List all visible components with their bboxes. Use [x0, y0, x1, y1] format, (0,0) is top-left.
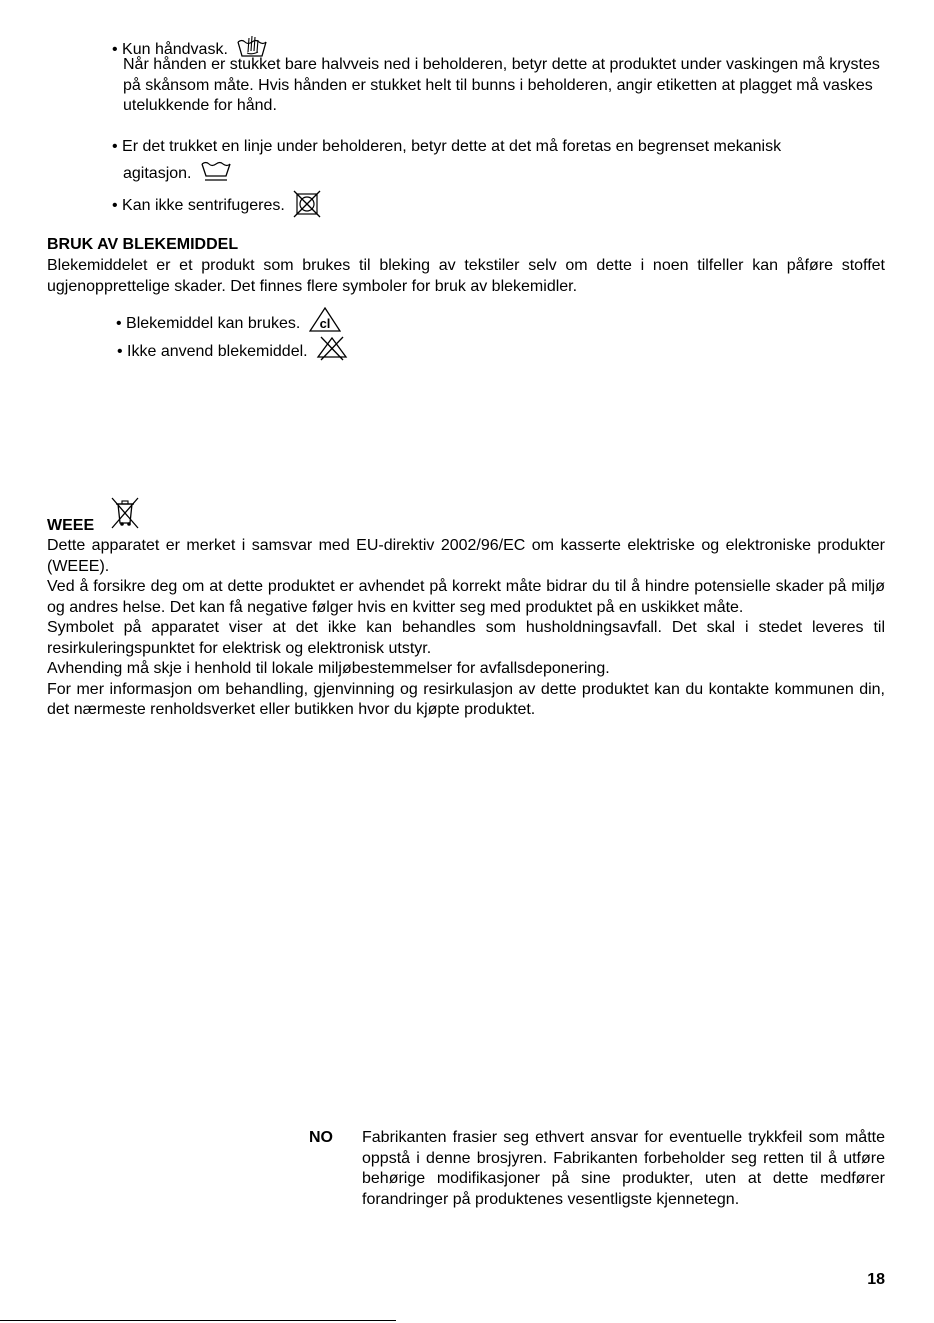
weee-paragraph: Ved å forsikre deg om at dette produktet er avhendet på korrekt måte bidrar du til å hindre potensielle skader på miljø og andres helse. Det kan få negative følger hvis en kvitter seg med produktet på en uskikket måte. — [47, 578, 885, 616]
weee-paragraph: Symbolet på apparatet viser at det ikke kan behandles som husholdningsavfall. Det skal i stedet leveres til resirkuleringspunktet for elektrisk og elektronisk utstyr. — [47, 619, 885, 657]
no-bleach-item — [117, 335, 348, 362]
bleach-description: Blekemiddelet er et produkt som brukes til bleking av tekstiler selv om dette i noen tilfeller kan påføre stoffet ugjenopprettelige skader. Det finnes flere symboler for bruk av blekemidler. — [47, 257, 885, 295]
line-under-cont-text: agitasjon. — [123, 165, 192, 182]
page-number: 18 — [867, 1271, 885, 1288]
bleach-allowed-label: • Blekemiddel kan brukes. — [116, 315, 301, 332]
line-under-text: • Er det trukket en linje under beholderen, betyr dette at det må foretas en begrenset mekanisk — [112, 138, 782, 155]
crossed-bin-icon — [108, 496, 142, 535]
disclaimer-lang: NO — [309, 1129, 333, 1146]
disclaimer-text: Fabrikanten frasier seg ethvert ansvar for eventuelle trykkfeil som måtte oppstå i denne brosjyren. Fabrikanten forbeholder seg retten til å utføre behørige modifikasjoner på sine produkter, uten at dette medfører forandringer på produktenes vesentligste kjennetegn. — [362, 1129, 885, 1208]
weee-heading: WEEE — [47, 517, 95, 534]
bleach-allowed-item — [116, 307, 341, 334]
no-spin-item — [112, 190, 321, 218]
wash-tub-line-icon — [200, 160, 232, 182]
bleach-allowed-icon-text: cl — [319, 316, 331, 331]
weee-paragraph: Dette apparatet er merket i samsvar med EU-direktiv 2002/96/EC om kasserte elektriske og elektroniske produkter (WEEE). — [47, 537, 885, 575]
bleach-heading: BRUK AV BLEKEMIDDEL — [47, 236, 239, 253]
bleach-allowed-icon — [309, 307, 341, 333]
weee-body — [47, 536, 885, 721]
no-bleach-icon — [316, 335, 348, 361]
line-under-cont — [123, 160, 232, 184]
hand-wash-description: Når hånden er stukket bare halvveis ned i beholderen, betyr dette at produktet under vaskingen må krystes på skånsom måte. Hvis hånden er stukket helt til bunns i beholderen, angir etiketten at plagget må vaskes utelukkende for hånd. — [123, 56, 880, 114]
weee-paragraph: Avhending må skje i henhold til lokale miljøbestemmelser for avfallsdeponering. — [47, 660, 610, 677]
weee-paragraph: For mer informasjon om behandling, gjenvinning og resirkulasjon av dette produktet kan du kontakte kommunen din, det nærmeste renholdsverket eller butikken hvor du kjøpte produktet. — [47, 680, 885, 718]
no-spin-label: • Kan ikke sentrifugeres. — [112, 197, 285, 214]
no-tumble-icon — [293, 190, 321, 218]
footer-rule — [0, 1320, 396, 1321]
hand-wash-label: • Kun håndvask. — [112, 41, 228, 58]
no-bleach-label: • Ikke anvend blekemiddel. — [117, 343, 308, 360]
